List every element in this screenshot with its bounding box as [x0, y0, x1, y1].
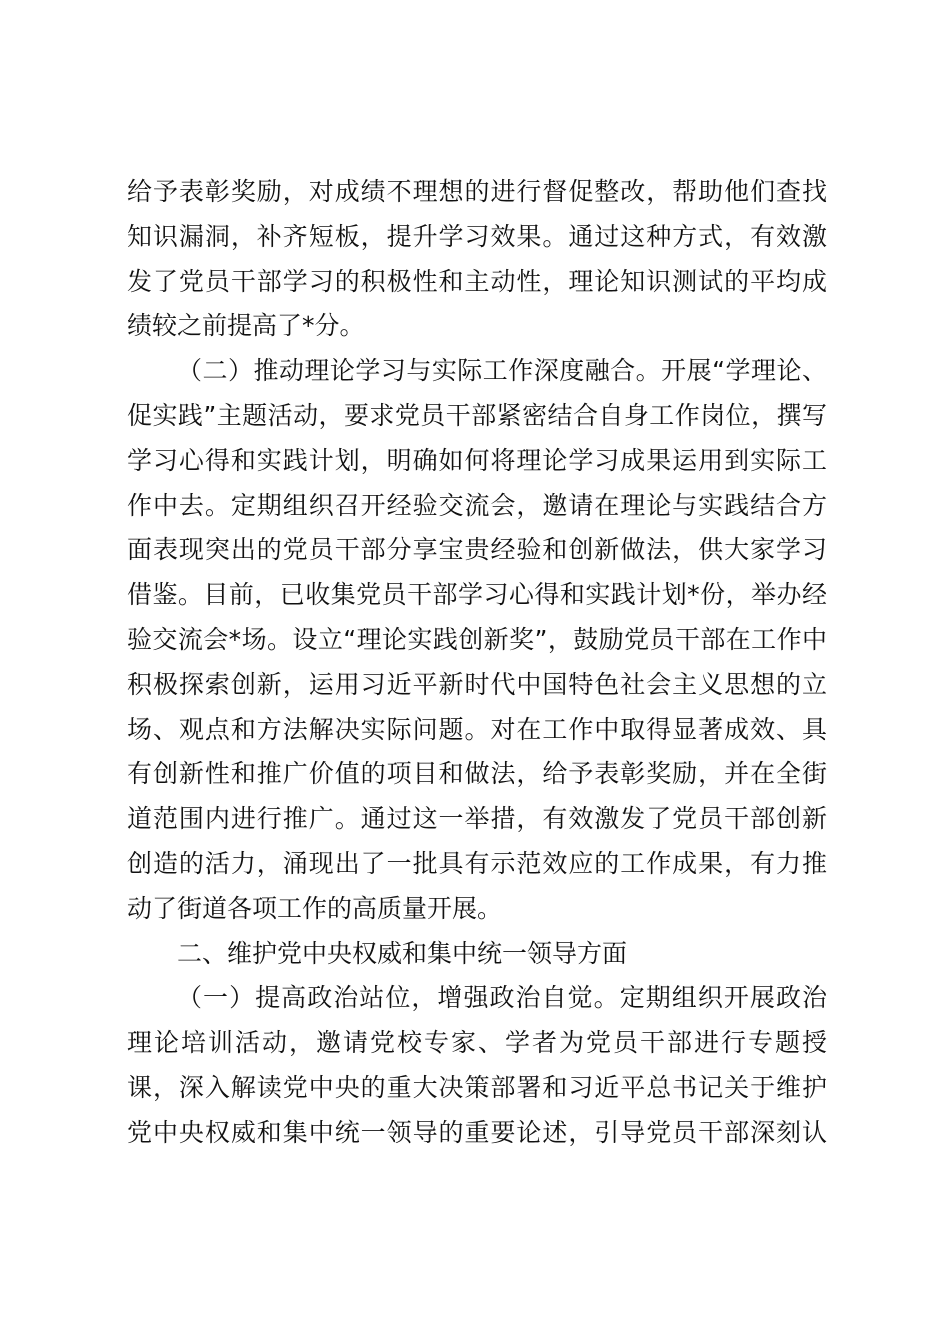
text-line: 给予表彰奖励，对成绩不理想的进行督促整改，帮助他们查找 [127, 177, 827, 206]
text-line: 党中央权威和集中统一领导的重要论述，引导党员干部深刻认 [127, 1117, 827, 1147]
text-line: 积极探索创新，运用习近平新时代中国特色社会主义思想的立 [127, 669, 827, 699]
text-line: 促实践”主题活动，要求党员干部紧密结合自身工作岗位，撰写 [127, 400, 827, 430]
text-line: 绩较之前提高了*分。 [127, 311, 365, 341]
text-line: 课，深入解读党中央的重大决策部署和习近平总书记关于维护 [127, 1072, 827, 1102]
text-line: 道范围内进行推广。通过这一举措，有效激发了党员干部创新 [127, 804, 827, 834]
text-line: 验交流会*场。设立“理论实践创新奖”，鼓励党员干部在工作中 [127, 624, 827, 654]
text-line: 知识漏洞，补齐短板，提升学习效果。通过这种方式，有效激 [127, 221, 827, 251]
text-line: 场、观点和方法解决实际问题。对在工作中取得显著成效、具 [127, 714, 827, 744]
text-line: （二）推动理论学习与实际工作深度融合。开展“学理论、 [177, 356, 827, 386]
text-line: （一）提高政治站位，增强政治自觉。定期组织开展政治 [177, 983, 827, 1013]
text-line: 作中去。定期组织召开经验交流会，邀请在理论与实践结合方 [127, 490, 827, 520]
text-line: 理论培训活动，邀请党校专家、学者为党员干部进行专题授 [127, 1028, 827, 1058]
text-line: 有创新性和推广价值的项目和做法，给予表彰奖励，并在全街 [127, 759, 827, 789]
text-line: 创造的活力，涌现出了一批具有示范效应的工作成果，有力推 [127, 848, 827, 878]
text-line: 面表现突出的党员干部分享宝贵经验和创新做法，供大家学习 [127, 535, 827, 565]
text-line: 借鉴。目前，已收集党员干部学习心得和实践计划*份，举办经 [127, 580, 827, 610]
text-line: 学习心得和实践计划，明确如何将理论学习成果运用到实际工 [127, 445, 827, 475]
text-line: 发了党员干部学习的积极性和主动性，理论知识测试的平均成 [127, 266, 827, 296]
text-line: 动了街道各项工作的高质量开展。 [127, 893, 503, 923]
document-body [127, 170, 827, 1156]
text-line: 二、维护党中央权威和集中统一领导方面 [177, 938, 628, 968]
